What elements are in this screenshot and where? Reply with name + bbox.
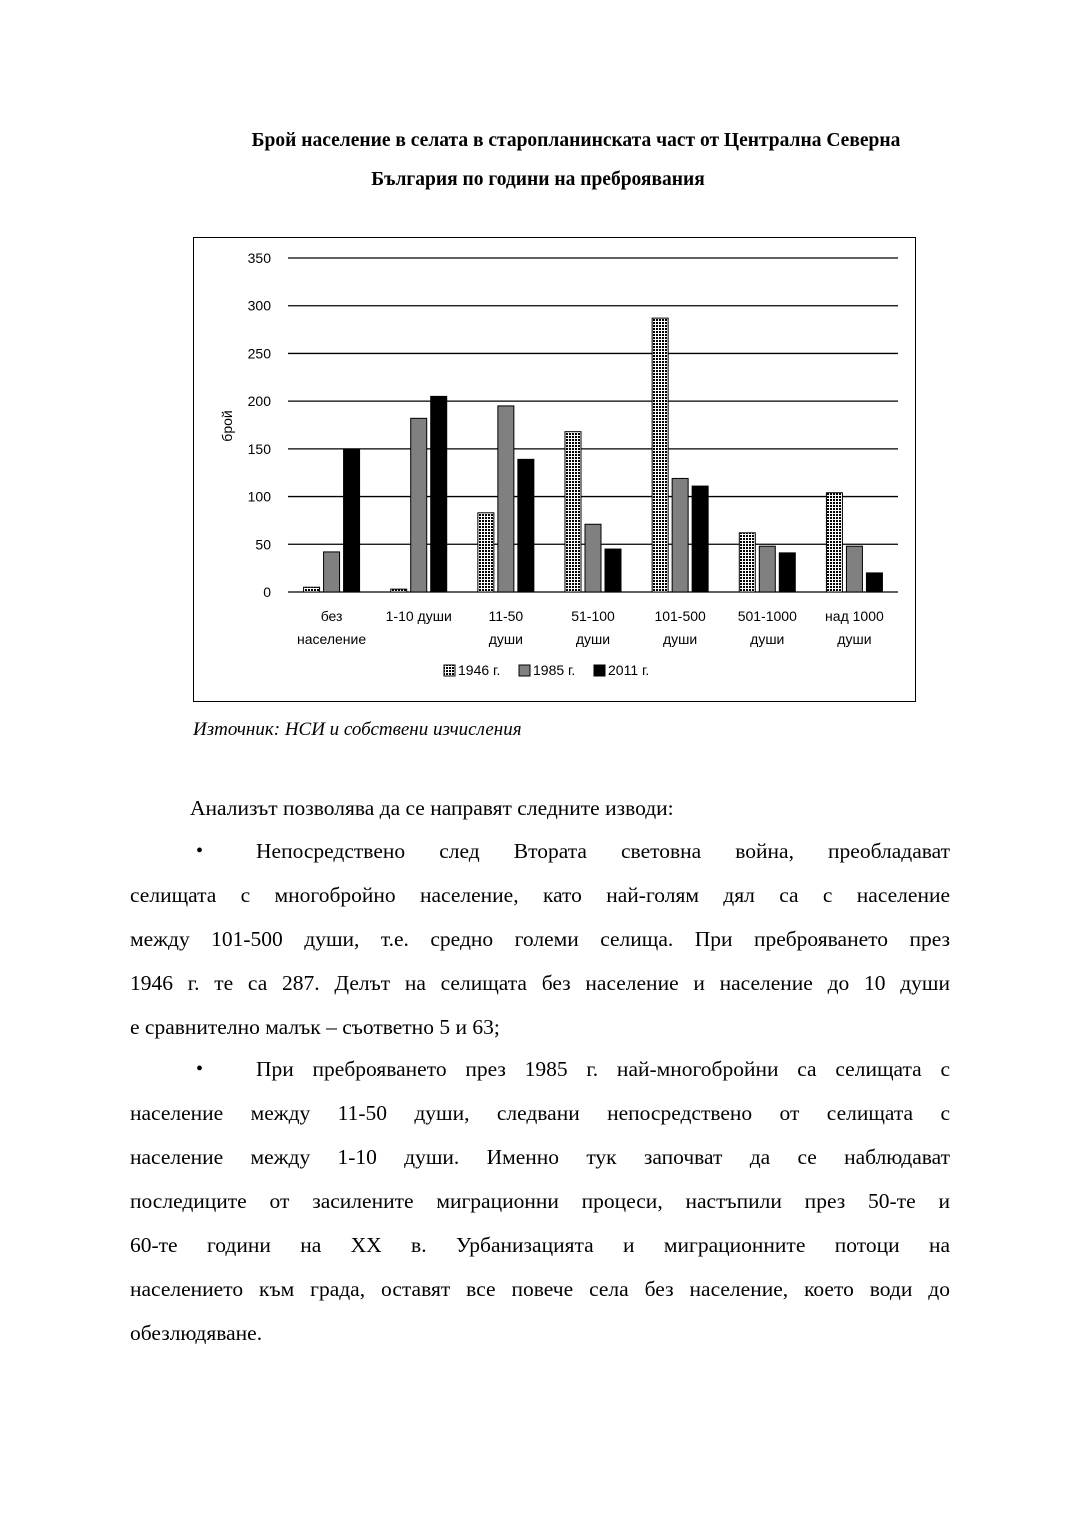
legend-label: 1985 г. <box>533 662 576 678</box>
text-line: 1946 г. те са 287. Делът на селищата без население и население до 10 души <box>130 971 950 995</box>
y-axis-label: брой <box>219 410 235 442</box>
legend-swatch <box>594 665 605 676</box>
bar-1985г <box>324 552 340 592</box>
legend-label: 1946 г. <box>458 662 501 678</box>
text-line: При преброяването през 1985 г. най-многобройни са селищата с <box>256 1057 950 1081</box>
chart-legend <box>444 662 649 678</box>
bullet-icon: • <box>196 1058 204 1080</box>
text-line: население между 11-50 души, следвани непосредствено от селищата с <box>130 1101 950 1125</box>
text-line: население между 1-10 души. Именно тук започват да се наблюдават <box>130 1145 950 1169</box>
bar-2011г <box>779 553 795 592</box>
y-tick-label: 100 <box>247 488 271 505</box>
y-tick-label: 150 <box>247 440 271 457</box>
text-line: е сравнително малък – съответно 5 и 63; <box>130 1015 500 1039</box>
x-tick-label: 11-50 <box>488 608 524 624</box>
y-tick-label: 50 <box>255 536 271 553</box>
x-tick-label: 1-10 души <box>385 608 452 624</box>
bar-2011г <box>605 549 621 592</box>
x-tick-label: души <box>663 631 698 647</box>
bar-1946г <box>304 587 320 592</box>
bar-1985г <box>585 524 601 592</box>
y-tick-label: 250 <box>247 345 271 362</box>
bar-1985г <box>759 546 775 592</box>
text-line: последиците от засилените миграционни процеси, настъпили през 50-те и <box>130 1189 950 1213</box>
x-tick-label: 101-500 <box>654 608 706 624</box>
chart-canvas <box>194 238 917 703</box>
bar-1946г <box>478 513 494 592</box>
text-line: между 101-500 души, т.е. средно големи селища. При преброяването през <box>130 927 950 951</box>
bar-1985г <box>498 406 514 592</box>
text-line: обезлюдяване. <box>130 1321 263 1345</box>
text-line: населението към града, оставят все повече села без население, което води до <box>130 1277 950 1301</box>
x-tick-label: без <box>320 608 343 624</box>
x-tick-label: над 1000 <box>825 608 884 624</box>
bar-1985г <box>411 418 427 592</box>
bar-1946г <box>826 493 842 592</box>
legend-swatch <box>519 665 530 676</box>
bullet-paragraph-2 <box>130 1047 950 1355</box>
intro-paragraph: Анализът позволява да се направят следните изводи: <box>190 796 674 820</box>
bar-1946г <box>652 318 668 592</box>
bullet-paragraph-1 <box>130 829 950 1049</box>
y-tick-label: 0 <box>263 584 271 600</box>
bar-2011г <box>692 486 708 592</box>
source-note: Източник: НСИ и собствени изчисления <box>193 719 522 740</box>
x-axis-labels <box>297 608 884 647</box>
x-tick-label: 501-1000 <box>737 608 797 624</box>
bar-2011г <box>866 573 882 592</box>
bar-1946г <box>739 533 755 592</box>
legend-label: 2011 г. <box>608 662 650 678</box>
y-tick-label: 200 <box>247 393 271 410</box>
text-line: 60-те години на XX в. Урбанизацията и миграционните потоци на <box>130 1233 950 1257</box>
legend-swatch <box>444 665 455 676</box>
x-tick-label: население <box>297 631 367 647</box>
y-tick-label: 350 <box>247 250 271 266</box>
x-tick-label: души <box>837 631 872 647</box>
x-tick-label: души <box>488 631 523 647</box>
x-tick-label: души <box>750 631 785 647</box>
bar-2011г <box>518 459 534 592</box>
bar-1946г <box>565 432 581 592</box>
figure-title-line1: Брой население в селата в старопланинската част от Централна Северна <box>251 130 901 151</box>
bars <box>304 318 883 592</box>
bar-2011г <box>344 450 360 592</box>
bar-2011г <box>431 396 447 592</box>
x-tick-label: 51-100 <box>571 608 615 624</box>
bar-1985г <box>846 546 862 592</box>
y-axis-ticks <box>248 250 272 600</box>
bar-1946г <box>391 589 407 592</box>
figure-title-line2: България по години на преброявания <box>371 169 705 190</box>
text-line: Непосредствено след Втората световна война, преобладават <box>256 839 950 863</box>
bar-chart <box>193 237 916 702</box>
y-tick-label: 300 <box>247 297 271 314</box>
bullet-icon: • <box>196 840 204 862</box>
bar-1985г <box>672 478 688 592</box>
x-tick-label: души <box>575 631 611 647</box>
text-line: селищата с многобройно население, като най-голям дял са с население <box>130 883 950 907</box>
